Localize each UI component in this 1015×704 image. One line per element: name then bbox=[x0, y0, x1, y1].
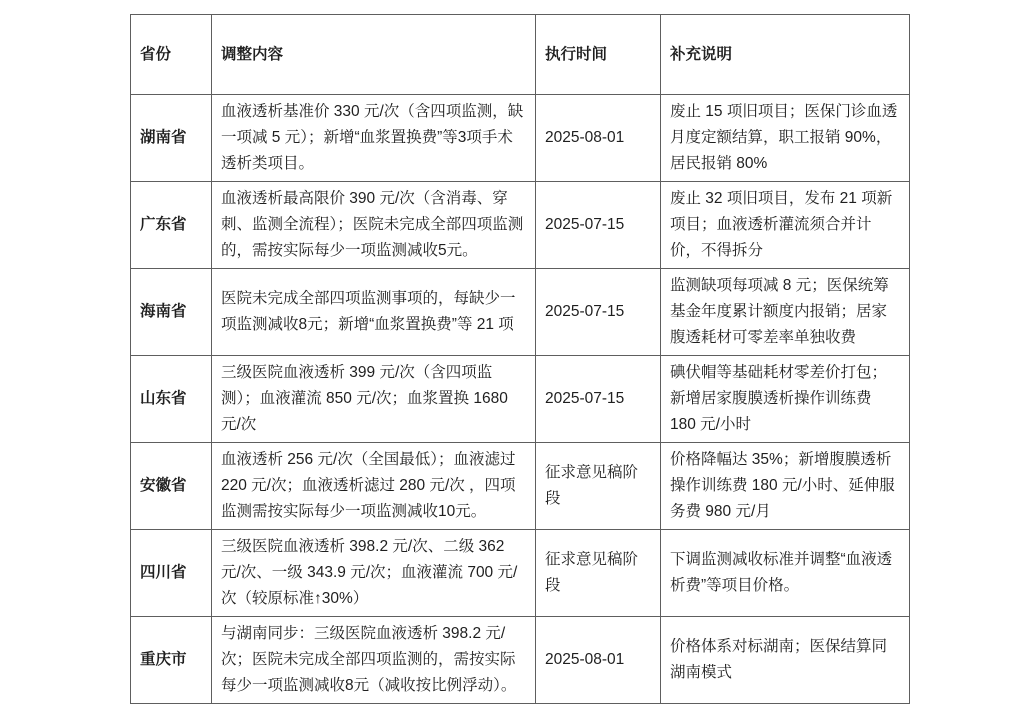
table-row bbox=[131, 95, 910, 182]
content-cell: 血液透析基准价 330 元/次（含四项监测，缺一项减 5 元）；新增“血浆置换费”等3项手术透析类项目。 bbox=[212, 95, 536, 182]
content-cell: 与湖南同步：三级医院血液透析 398.2 元/次；医院未完成全部四项监测的，需按实际每少一项监测减收8元（减收按比例浮动）。 bbox=[212, 617, 536, 704]
time-cell: 2025-08-01 bbox=[536, 95, 661, 182]
content-cell: 三级医院血液透析 398.2 元/次、二级 362 元/次、一级 343.9 元/次；血液灌流 700 元/次（较原标准↑30%） bbox=[212, 530, 536, 617]
time-cell: 2025-07-15 bbox=[536, 182, 661, 269]
table-row bbox=[131, 617, 910, 704]
table-header-row bbox=[131, 15, 910, 95]
content-cell: 血液透析最高限价 390 元/次（含消毒、穿刺、监测全流程）；医院未完成全部四项监测的，需按实际每少一项监测减收5元。 bbox=[212, 182, 536, 269]
table-row bbox=[131, 356, 910, 443]
note-cell: 碘伏帽等基础耗材零差价打包；新增居家腹膜透析操作训练费 180 元/小时 bbox=[661, 356, 910, 443]
table-row bbox=[131, 182, 910, 269]
time-cell: 2025-07-15 bbox=[536, 356, 661, 443]
province-cell: 重庆市 bbox=[131, 617, 212, 704]
dialysis-price-adjustment-table bbox=[130, 14, 910, 704]
content-cell: 医院未完成全部四项监测事项的，每缺少一项监测减收8元；新增“血浆置换费”等 21 项 bbox=[212, 269, 536, 356]
column-header-province: 省份 bbox=[131, 15, 212, 95]
content-cell: 血液透析 256 元/次（全国最低）；血液滤过 220 元/次；血液透析滤过 280 元/次 ，四项监测需按实际每少一项监测减收10元。 bbox=[212, 443, 536, 530]
time-cell: 征求意见稿阶段 bbox=[536, 443, 661, 530]
note-cell: 监测缺项每项减 8 元；医保统筹基金年度累计额度内报销；居家腹透耗材可零差率单独收费 bbox=[661, 269, 910, 356]
table-container bbox=[130, 14, 910, 704]
table-row bbox=[131, 269, 910, 356]
province-cell: 四川省 bbox=[131, 530, 212, 617]
column-header-note: 补充说明 bbox=[661, 15, 910, 95]
time-cell: 2025-08-01 bbox=[536, 617, 661, 704]
province-cell: 山东省 bbox=[131, 356, 212, 443]
note-cell: 废止 15 项旧项目；医保门诊血透月度定额结算，职工报销 90%，居民报销 80% bbox=[661, 95, 910, 182]
note-cell: 废止 32 项旧项目，发布 21 项新项目；血液透析灌流须合并计价，不得拆分 bbox=[661, 182, 910, 269]
province-cell: 广东省 bbox=[131, 182, 212, 269]
table-row bbox=[131, 530, 910, 617]
time-cell: 征求意见稿阶段 bbox=[536, 530, 661, 617]
province-cell: 海南省 bbox=[131, 269, 212, 356]
time-cell: 2025-07-15 bbox=[536, 269, 661, 356]
note-cell: 价格降幅达 35%；新增腹膜透析操作训练费 180 元/小时、延伸服务费 980 元/月 bbox=[661, 443, 910, 530]
column-header-content: 调整内容 bbox=[212, 15, 536, 95]
province-cell: 湖南省 bbox=[131, 95, 212, 182]
note-cell: 价格体系对标湖南；医保结算同湖南模式 bbox=[661, 617, 910, 704]
province-cell: 安徽省 bbox=[131, 443, 212, 530]
note-cell: 下调监测减收标准并调整“血液透析费”等项目价格。 bbox=[661, 530, 910, 617]
column-header-time: 执行时间 bbox=[536, 15, 661, 95]
table-row bbox=[131, 443, 910, 530]
content-cell: 三级医院血液透析 399 元/次（含四项监测）；血液灌流 850 元/次；血浆置换 1680 元/次 bbox=[212, 356, 536, 443]
